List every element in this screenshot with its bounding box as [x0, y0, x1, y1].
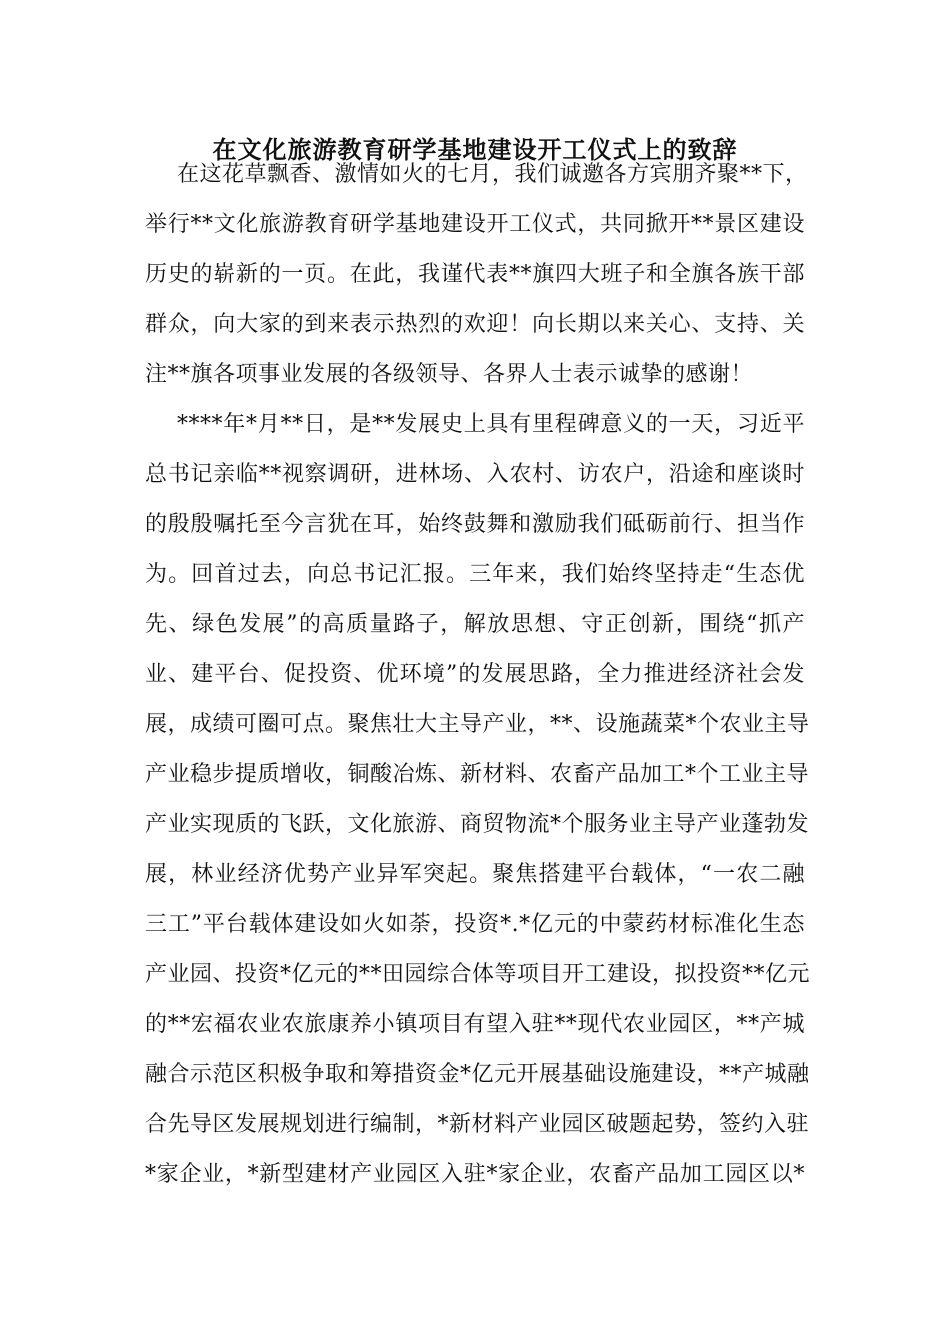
paragraph-2-line-13: 的**宏福农业农旅康养小镇项目有望入驻**现代农业园区，**产城: [145, 1012, 805, 1037]
paragraph-2-line-15: 合先导区发展规划进行编制，*新材料产业园区破题起势，签约入驻: [145, 1112, 810, 1137]
paragraph-1-line-1: 在这花草飘香、激情如火的七月，我们诚邀各方宾朋齐聚**下，: [177, 162, 808, 187]
paragraph-2-line-10: 展，林业经济优势产业异军突起。聚焦搭建平台载体，“一农二融: [145, 862, 805, 887]
paragraph-1-line-2: 举行**文化旅游教育研学基地建设开工仪式，共同掀开**景区建设: [145, 212, 805, 237]
paragraph-1-line-3: 历史的崭新的一页。在此，我谨代表**旗四大班子和全旗各族干部: [145, 262, 805, 287]
paragraph-2-line-7: 展，成绩可圈可点。聚焦壮大主导产业，**、设施蔬菜*个农业主导: [145, 712, 810, 737]
paragraph-2-line-6: 业、建平台、促投资、优环境”的发展思路，全力推进经济社会发: [145, 662, 805, 687]
paragraph-2-line-4: 为。回首过去，向总书记汇报。三年来，我们始终坚持走“生态优: [145, 562, 805, 587]
paragraph-2-line-11: 三工”平台载体建设如火如荼，投资*.*亿元的中蒙药材标准化生态: [145, 912, 805, 937]
paragraph-1-line-5: 注**旗各项事业发展的各级领导、各界人士表示诚挚的感谢！: [145, 362, 754, 387]
paragraph-2-line-16: *家企业，*新型建材产业园区入驻*家企业，农畜产品加工园区以*: [145, 1162, 805, 1187]
paragraph-2-line-3: 的殷殷嘱托至今言犹在耳，始终鼓舞和激励我们砥砺前行、担当作: [145, 512, 805, 537]
paragraph-1-line-4: 群众，向大家的到来表示热烈的欢迎！向长期以来关心、支持、关: [145, 312, 805, 337]
paragraph-2-line-8: 产业稳步提质增收，铜酸冶炼、新材料、农畜产品加工*个工业主导: [145, 762, 810, 787]
paragraph-2-line-9: 产业实现质的飞跃，文化旅游、商贸物流*个服务业主导产业蓬勃发: [145, 812, 810, 837]
paragraph-2-line-5: 先、绿色发展”的高质量路子，解放思想、守正创新，围绕“抓产: [145, 612, 805, 637]
paragraph-2-line-1: ****年*月**日，是**发展史上具有里程碑意义的一天，习近平: [177, 412, 805, 437]
document-title: 在文化旅游教育研学基地建设开工仪式上的致辞: [212, 135, 738, 164]
paragraph-2-line-2: 总书记亲临**视察调研，进林场、入农村、访农户，沿途和座谈时: [145, 462, 805, 487]
paragraph-2-line-14: 融合示范区积极争取和筹措资金*亿元开展基础设施建设，**产城融: [145, 1062, 810, 1087]
paragraph-2-line-12: 产业园、投资*亿元的**田园综合体等项目开工建设，拟投资**亿元: [145, 962, 811, 987]
